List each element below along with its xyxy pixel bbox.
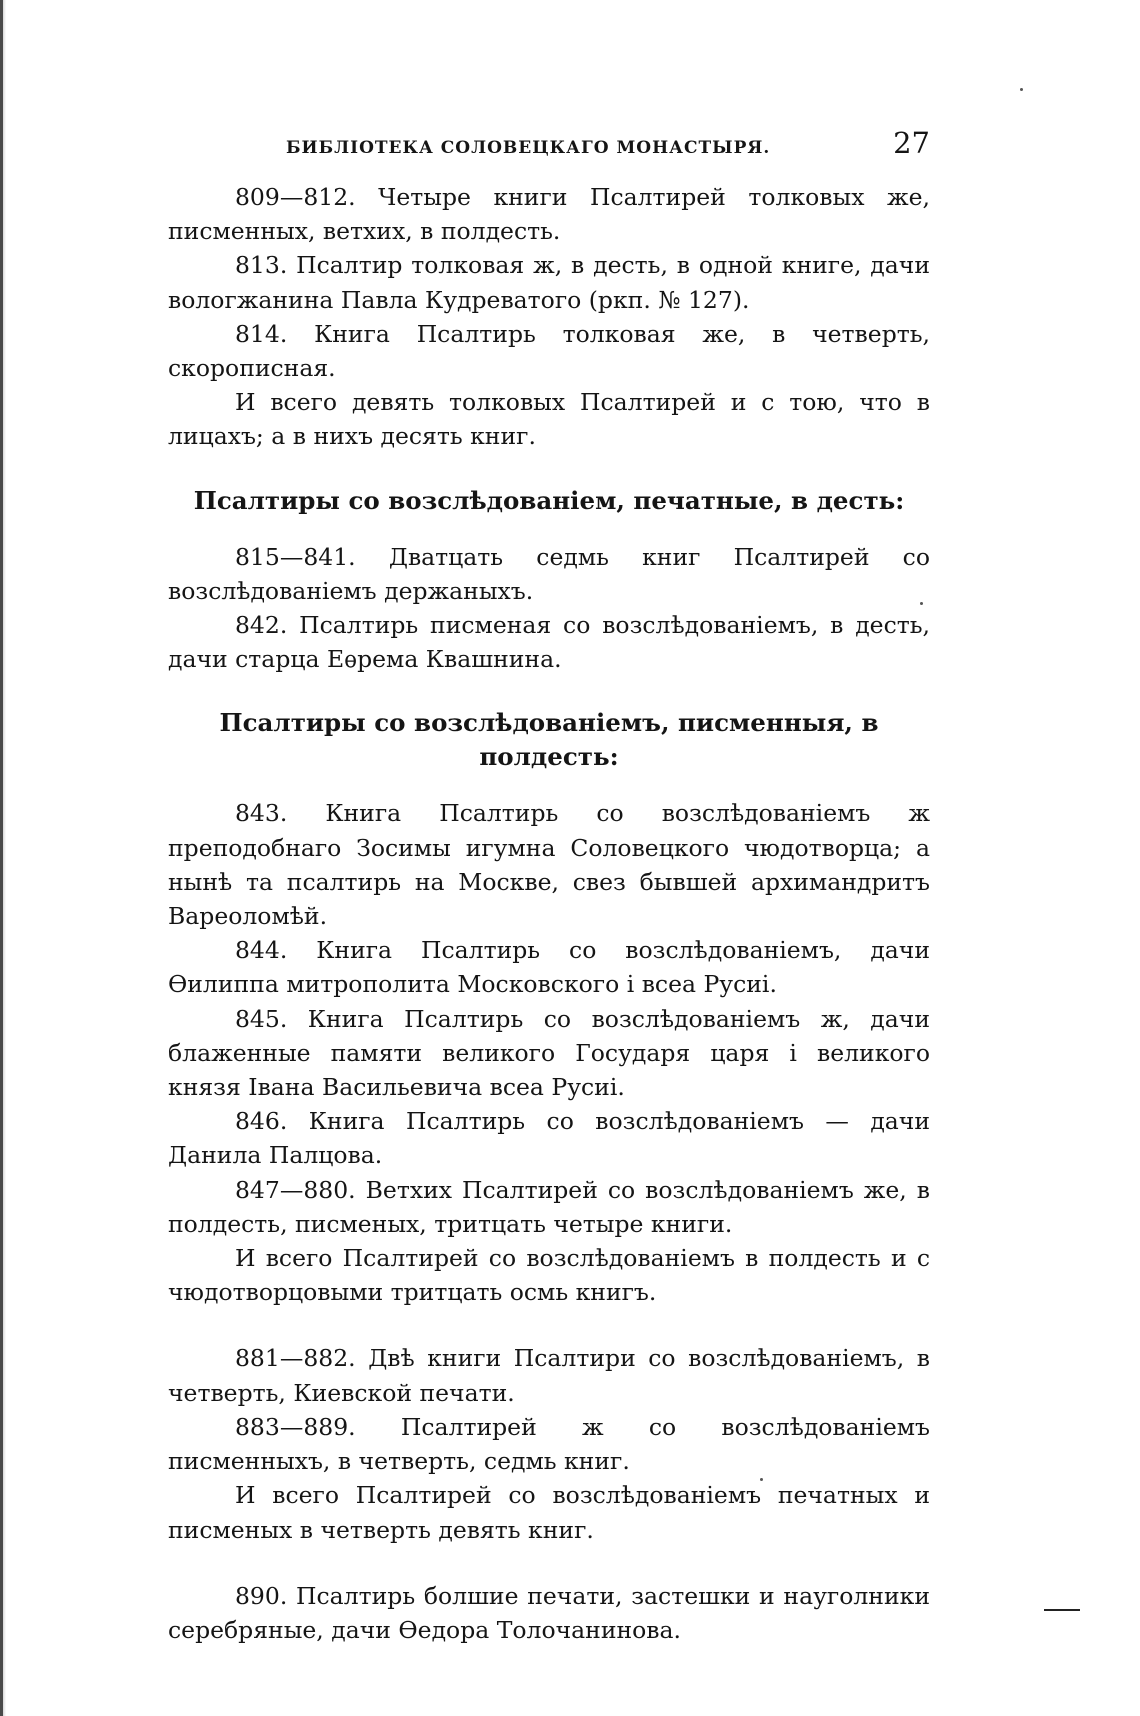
page-body: [168, 180, 930, 1647]
scan-speck: [920, 602, 923, 605]
entry-846: 846. Книга Псалтирь со возслѣдованіемъ — дачи Данила Палцова.: [168, 1107, 930, 1170]
entry-890: 890. Псалтирь болшие печати, застешки и науголники серебряные, дачи Ѳедора Толочанинова.: [168, 1581, 930, 1644]
entry-881-882: 881—882. Двѣ книги Псалтири со возслѣдованіемъ, в четверть, Киевской печати.: [168, 1344, 930, 1407]
summary-poldest: И всего Псалтирей со возслѣдованіемъ в полдесть и с чюдотворцовыми тритцать осмь книгъ.: [168, 1244, 930, 1307]
summary-tolkovye: И всего девять толковых Псалтирей и с тою, что в лицахъ; а в нихъ десять книг.: [168, 388, 930, 451]
scan-edge: [0, 0, 6, 1716]
spacer: [168, 774, 930, 796]
entry-847-880: 847—880. Ветхих Псалтирей со возслѣдованіемъ же, в полдесть, писменых, тритцать четыре книги.: [168, 1175, 930, 1238]
entry-842: 842. Псалтирь писменая со возслѣдованіемъ, в десть, дачи старца Еѳрема Квашнина.: [168, 611, 930, 674]
entry-809-812: 809—812. Четыре книги Псалтирей толковых же, писменных, ветхих, в полдесть.: [168, 183, 930, 246]
page-number: 27: [893, 126, 930, 160]
entry-843: 843. Книга Псалтирь со возслѣдованіемъ ж преподобнаго Зосимы игумна Соловецкого чюдотворца; а нынѣ та псалтирь на Москве, свез бывшей архимандритъ Вареоломѣй.: [168, 799, 930, 931]
running-title: БИБЛІОТЕКА СОЛОВЕЦКАГО МОНАСТЫРЯ.: [286, 138, 771, 158]
entry-813: 813. Псалтир толковая ж, в десть, в одной книге, дачи вологжанина Павла Кудреватого (ркп. № 127).: [168, 251, 930, 314]
spacer: [168, 1547, 930, 1579]
entry-845: 845. Книга Псалтирь со возслѣдованіемъ ж, дачи блаженные памяти великого Государя царя і великого князя Івана Васильевича всеа Русиі.: [168, 1004, 930, 1102]
entry-815-841: 815—841. Дватцать седмь книг Псалтирей со возслѣдованіемъ держаныхъ.: [168, 542, 930, 605]
section-heading-printed: Псалтиры со возслѣдованіем, печатные, в десть:: [193, 485, 905, 515]
entry-814: 814. Книга Псалтирь толковая же, в четверть, скорописная.: [168, 319, 930, 383]
page-header: [170, 126, 930, 168]
footer-rule: [1044, 1609, 1080, 1611]
scan-speck: [1020, 88, 1023, 91]
spacer: [168, 454, 930, 484]
section-heading-handwritten: Псалтиры со возслѣдованіемъ, писменныя, в полдесть:: [219, 708, 879, 772]
spacer: [168, 518, 930, 540]
spacer: [168, 676, 930, 706]
spacer: [168, 1309, 930, 1341]
entry-844: 844. Книга Псалтирь со возслѣдованіемъ, дачи Ѳилиппа митрополита Московского і всеа Русиі.: [168, 936, 930, 999]
summary-chetvert: И всего Псалтирей со возслѣдованіемъ печатных и писменых в четверть девять книг.: [168, 1481, 930, 1544]
scan-speck: [760, 1478, 763, 1481]
entry-883-889: 883—889. Псалтирей ж со возслѣдованіемъ писменныхъ, в четверть, седмь книг.: [168, 1412, 930, 1476]
